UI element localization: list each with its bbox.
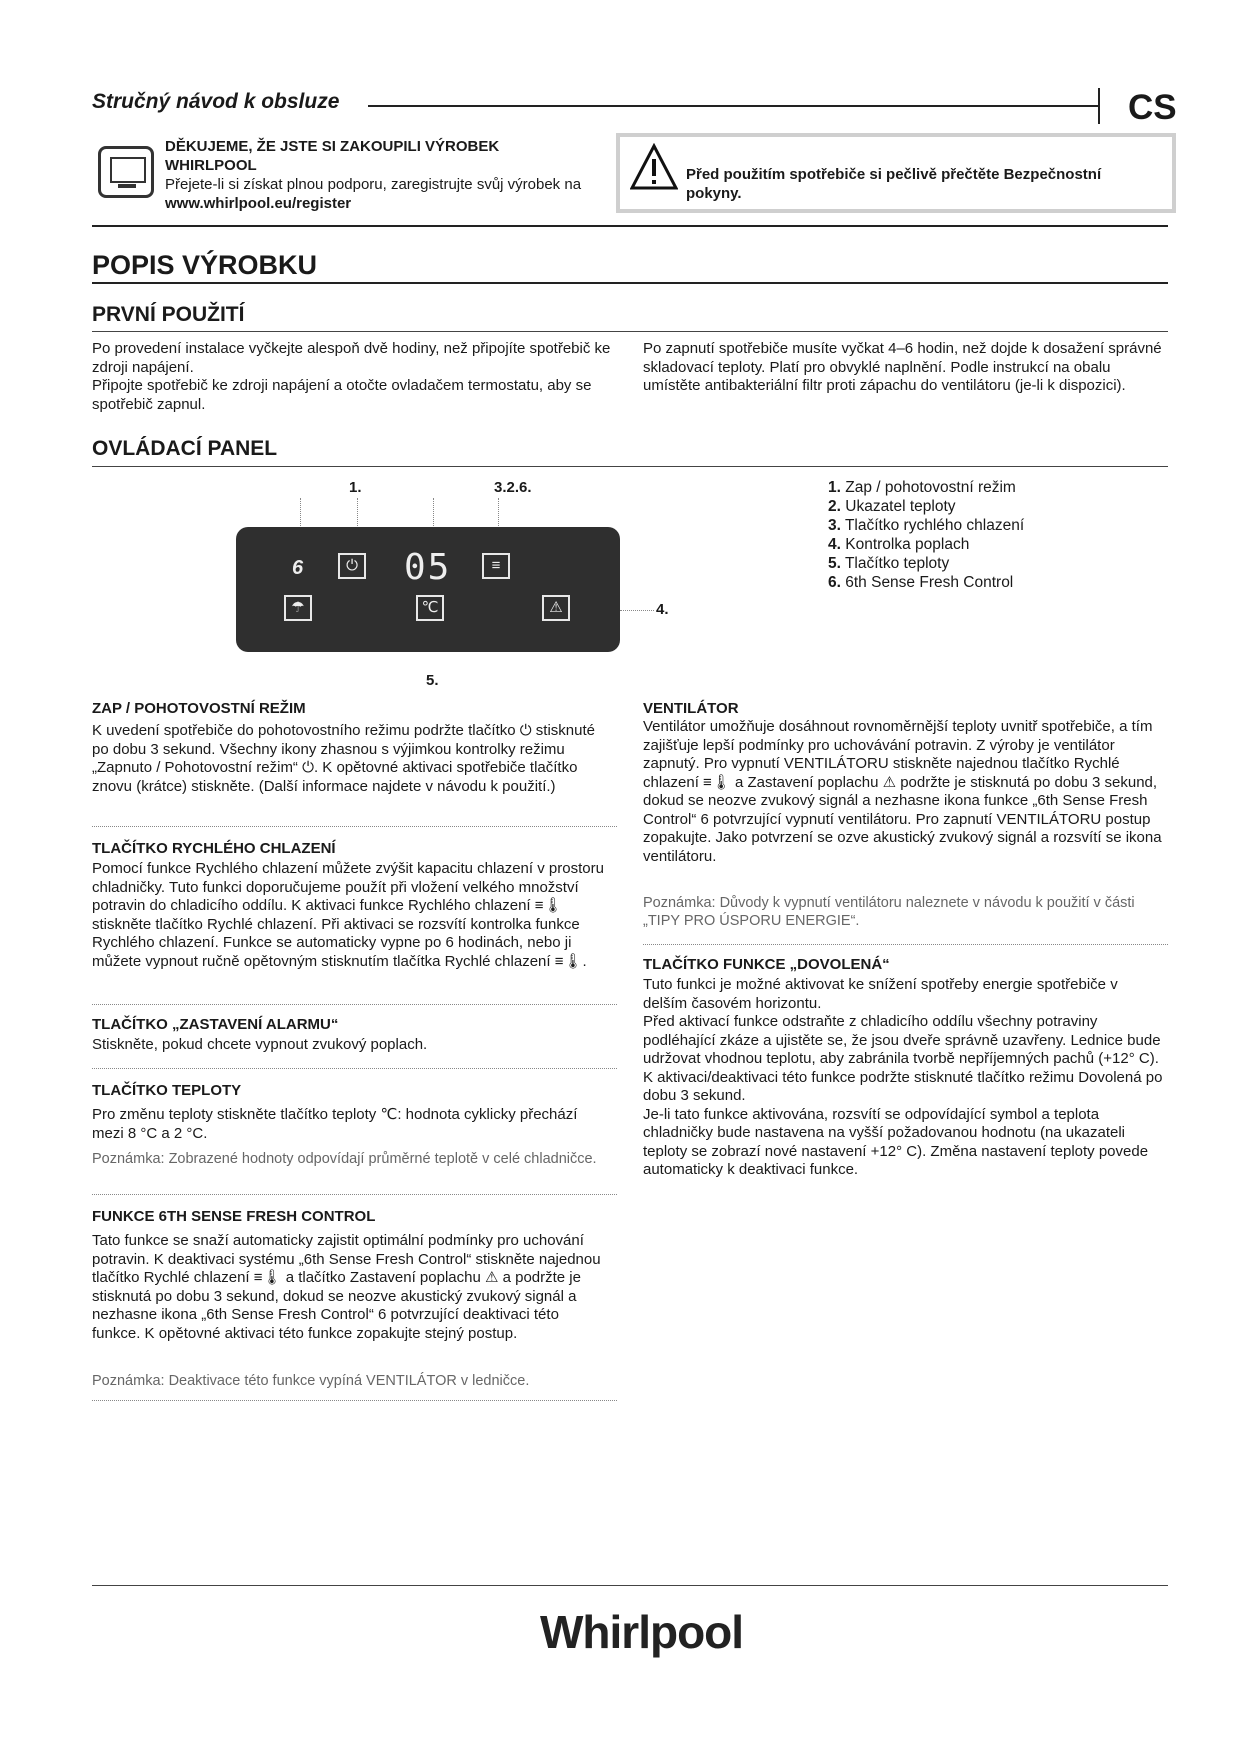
fan-note: Poznámka: Důvody k vypnutí ventilátoru naleznete v návodu k použití v části „TIPY PRO ÚSPORU ENERGIE“. [643, 895, 1135, 929]
product-rule [92, 282, 1168, 284]
fast-cool-heading: TLAČÍTKO RYCHLÉHO CHLAZENÍ [92, 840, 336, 857]
fast-cool-button[interactable]: ≡ [482, 553, 510, 579]
holiday-button[interactable]: ☂ [284, 595, 312, 621]
warning-text: Před použitím spotřebiče si pečlivě přečtěte Bezpečnostní pokyny. [686, 166, 1102, 202]
document-title: Stručný návod k obsluze [92, 90, 340, 113]
temperature-button[interactable]: ℃ [416, 595, 444, 621]
safety-warning-box [616, 133, 1176, 213]
leader-line [433, 498, 434, 528]
divider [92, 1400, 617, 1401]
leader-line [357, 498, 358, 528]
first-use-left-p2: Připojte spotřebič ke zdroji napájení a otočte ovladačem termostatu, aby se spotřebič zapnul. [92, 377, 592, 413]
alarm-stop-text: Stiskněte, pokud chcete vypnout zvukový poplach. [92, 1036, 428, 1053]
thanks-title: DĚKUJEME, ŽE JSTE SI ZAKOUPILI VÝROBEK WHIRLPOOL [165, 138, 500, 174]
on-standby-heading: ZAP / POHOTOVOSTNÍ REŽIM [92, 700, 306, 717]
holiday-text-1: Tuto funkci je možné aktivovat ke snížení spotřeby energie spotřebiče v delším časovém horizontu. [643, 976, 1118, 1012]
language-code: CS [1128, 88, 1177, 127]
first-use-rule [92, 331, 1168, 332]
thanks-block [165, 137, 585, 213]
fan-text: Ventilátor umožňuje dosáhnout rovnoměrnější teploty uvnitř spotřebiče, a tím zajišťuje lepší podmínky pro uchovávání potravin. Z výroby je ventilátor zapnutý. Pro vypnutí VENTILÁTORU stiskněte najednou tlačítko Rychlé chlazení ≡🌡 a Zastavení poplachu ⚠ podržte je stisknutá po dobu 3 sekund, dokud se neozve zvukový signál a nezhasne ikona funkce „6th Sense Fresh Control“ 6 potvrzující vypnutí ventilátoru. Pro zapnutí VENTILÁTORU postup zopakujte. Jako potvrzení se ozve akustický zvukový signál a rozsvítí se ikona ventilátoru. [643, 718, 1162, 865]
temperature-heading: TLAČÍTKO TEPLOTY [92, 1082, 242, 1099]
legend-item: 2. Ukazatel teploty [828, 498, 956, 515]
divider [643, 944, 1168, 945]
legend-item: 4. Kontrolka poplach [828, 536, 970, 553]
callout-4: 4. [656, 601, 669, 618]
control-panel-heading: OVLÁDACÍ PANEL [92, 437, 278, 460]
section-rule [92, 225, 1168, 227]
holiday-heading: TLAČÍTKO FUNKCE „DOVOLENÁ“ [643, 956, 890, 973]
register-link[interactable]: www.whirlpool.eu/register [165, 195, 352, 212]
leader-line [498, 498, 499, 528]
computer-icon [98, 146, 154, 198]
whirlpool-logo: Whirlpool [540, 1606, 744, 1658]
callout-5: 5. [426, 672, 439, 689]
first-use-left [92, 340, 612, 414]
sixth-sense-icon: 6 [292, 557, 304, 579]
legend-item: 6. 6th Sense Fresh Control [828, 574, 1014, 591]
divider [92, 1004, 617, 1005]
warning-icon [630, 143, 678, 191]
product-heading: POPIS VÝROBKU [92, 250, 318, 280]
alarm-stop-heading: TLAČÍTKO „ZASTAVENÍ ALARMU“ [92, 1016, 339, 1033]
temperature-text: Pro změnu teploty stiskněte tlačítko teploty ℃: hodnota cyklicky přechází mezi 8 °C a 2 °C. [92, 1106, 578, 1142]
legend-item: 5. Tlačítko teploty [828, 555, 950, 572]
on-standby-text: K uvedení spotřebiče do pohotovostního režimu podržte tlačítko ⏻ stisknuté po dobu 3 sekund. Všechny ikony zhasnou s výjimkou kontrolky režimu „Zapnuto / Pohotovostní režim“ ⏻. K opětovné aktivaci spotřebiče tlačítko znovu (krátce) stiskněte. (Další informace najdete v návodu k použití.) [92, 722, 595, 795]
legend-item: 3. Tlačítko rychlého chlazení [828, 517, 1025, 534]
callout-1: 1. [349, 479, 362, 496]
control-panel-rule [92, 466, 1168, 467]
power-button[interactable]: ⏻ [338, 553, 366, 579]
holiday-text-2: Před aktivací funkce odstraňte z chladicího oddílu všechny potraviny podléhající zkáze a ujistěte se, že jsou dveře správně uzavřeny. Lednice bude udržovat vhodnou teplotu, aby zabránila tvorbě nepříjemných pachů (+12° C). K aktivaci/deaktivaci této funkce podržte stisknuté tlačítko režimu Dovolená po dobu 3 sekund. [643, 1013, 1163, 1104]
sixth-sense-text: Tato funkce se snaží automaticky zajistit optimální podmínky pro uchování potravin. K deaktivaci systému „6th Sense Fresh Control“ stiskněte najednou tlačítko Rychlé chlazení ≡🌡 a tlačítko Zastavení poplachu ⚠ a podržte je stisknutá po dobu 3 sekund, dokud se neozve akustický zvukový signál a nezhasne ikona „6th Sense Fresh Control“ 6 potvrzující deaktivaci této funkce. K opětovné aktivaci této funkce zopakujte stejný postup. [92, 1232, 601, 1342]
header-tick [1098, 88, 1100, 124]
alarm-stop-button[interactable]: ⚠ [542, 595, 570, 621]
thanks-text: Přejete-li si získat plnou podporu, zaregistrujte svůj výrobek na [165, 176, 582, 193]
first-use-heading: PRVNÍ POUŽITÍ [92, 303, 245, 326]
first-use-left-p1: Po provedení instalace vyčkejte alespoň dvě hodiny, než připojíte spotřebič ke zdroji napájení. [92, 340, 611, 376]
divider [92, 1068, 617, 1069]
panel-legend [828, 478, 1024, 592]
temperature-display: 05 [404, 547, 452, 588]
leader-line [300, 498, 301, 528]
fast-cool-text: Pomocí funkce Rychlého chlazení můžete zvýšit kapacitu chlazení v prostoru chladničky. Tuto funkci doporučujeme použít při vložení velkého množství potravin do chladicího oddílu. K aktivaci funkce Rychlého chlazení ≡🌡 stiskněte tlačítko Rychlé chlazení. Při aktivaci se rozsvítí kontrolka funkce Rychlého chlazení. Funkce se automaticky vypne po 6 hodinách, nebo ji můžete vypnout ručně opětovným stisknutím tlačítka Rychlé chlazení ≡🌡. [92, 860, 604, 970]
fan-heading: VENTILÁTOR [643, 700, 739, 717]
legend-item: 1. Zap / pohotovostní režim [828, 479, 1016, 496]
control-panel-display [236, 527, 620, 652]
leader-line [620, 610, 654, 611]
callout-3-2-6: 3.2.6. [494, 479, 532, 496]
first-use-right: Po zapnutí spotřebiče musíte vyčkat 4–6 hodin, než dojde k dosažení správné skladovací teploty. Platí pro obvyklé naplnění. Podle instrukcí na obalu umístěte antibakteriální filtr proti zápachu do ventilátoru (je-li k dispozici). [643, 340, 1162, 394]
sixth-sense-note: Poznámka: Deaktivace této funkce vypíná VENTILÁTOR v ledničce. [92, 1373, 530, 1389]
divider [92, 826, 617, 827]
header-rule [368, 105, 1098, 107]
divider [92, 1194, 617, 1195]
holiday-text-3: Je-li tato funkce aktivována, rozsvítí se odpovídající symbol a teplota chladničky bude nastavena na vyšší požadovanou hodnotu (na ukazateli teploty se zobrazí nové nastavení +12° C). Změna nastavení teploty povede automaticky k deaktivaci funkce. [643, 1105, 1149, 1178]
temperature-note: Poznámka: Zobrazené hodnoty odpovídají průměrné teplotě v celé chladničce. [92, 1151, 597, 1167]
footer-rule [92, 1585, 1168, 1586]
sixth-sense-heading: FUNKCE 6TH SENSE FRESH CONTROL [92, 1208, 376, 1225]
holiday-text [643, 976, 1163, 1180]
